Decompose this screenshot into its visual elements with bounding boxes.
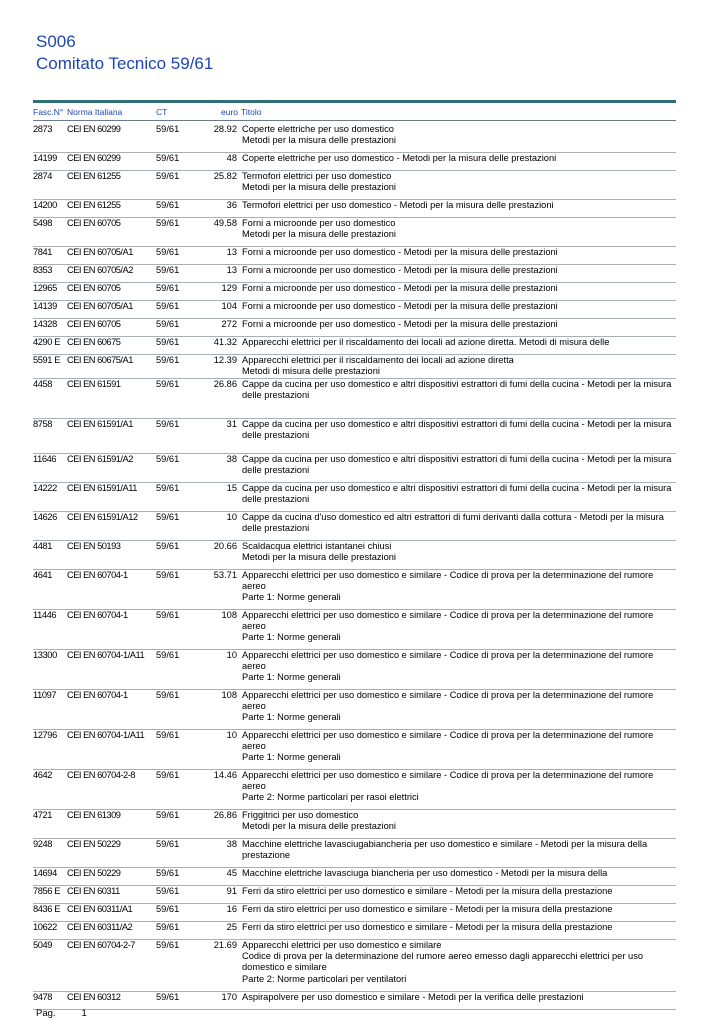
fasc-cell: 11446 — [33, 610, 57, 620]
ct-cell: 59/61 — [156, 570, 180, 580]
euro-cell: 10 — [226, 730, 237, 740]
ct-cell: 59/61 — [156, 355, 180, 365]
table-row — [33, 940, 676, 992]
norma-cell: CEI EN 60704-1 — [67, 610, 128, 620]
norma-cell: CEI EN 60704-2-7 — [67, 940, 135, 950]
page-number: 1 — [81, 1008, 87, 1019]
page-label: Pag. — [36, 1008, 56, 1019]
fasc-cell: 10622 — [33, 922, 57, 932]
euro-cell: 36 — [226, 200, 237, 210]
euro-cell: 28.92 — [213, 124, 237, 134]
fasc-cell: 4290 E — [33, 337, 61, 347]
title-cell — [242, 610, 676, 644]
title-line: Parte 1: Norme generali — [242, 752, 341, 763]
table-row — [33, 247, 676, 265]
ct-cell: 59/61 — [156, 810, 180, 820]
fasc-cell: 8353 — [33, 265, 53, 275]
table-row — [33, 200, 676, 218]
norma-cell: CEI EN 60311 — [67, 886, 120, 896]
norma-cell: CEI EN 60675/A1 — [67, 355, 133, 365]
committee-title: Comitato Tecnico 59/61 — [36, 54, 214, 73]
norma-cell: CEI EN 60705/A1 — [67, 301, 133, 311]
title-line: Cappe da cucina per uso domestico e altri dispositivi estrattori di fumi della cucina - Metodi per la misura delle prestazioni — [242, 419, 672, 441]
ct-cell: 59/61 — [156, 379, 180, 389]
euro-cell: 26.86 — [213, 810, 237, 820]
title-line: Parte 1: Norme generali — [242, 712, 341, 723]
fasc-cell: 8758 — [33, 419, 53, 429]
title-line: Parte 2: Norme particolari per ventilatori — [242, 973, 407, 984]
euro-cell: 20.66 — [213, 541, 237, 551]
norma-cell: CEI EN 50229 — [67, 839, 121, 849]
title-cell — [242, 886, 676, 897]
ct-cell: 59/61 — [156, 337, 180, 347]
ct-cell: 59/61 — [156, 730, 180, 740]
fasc-cell: 4721 — [33, 810, 53, 820]
ct-cell: 59/61 — [156, 171, 180, 181]
norma-cell: CEI EN 60704-1 — [67, 690, 128, 700]
table-row — [33, 483, 676, 512]
title-cell — [242, 770, 676, 804]
title-line: Aspirapolvere per uso domestico e similare - Metodi per la verifica delle prestazioni — [242, 992, 584, 1002]
norma-cell: CEI EN 60704-1 — [67, 570, 128, 580]
table-row — [33, 541, 676, 570]
col-titolo: Titolo — [241, 107, 262, 117]
euro-cell: 25 — [226, 922, 237, 932]
title-line: Parte 1: Norme generali — [242, 592, 341, 603]
title-line: Apparecchi elettrici per uso domestico e similare - Codice di prova per la determinazione del rumore aereo — [242, 650, 654, 672]
norma-cell: CEI EN 60675 — [67, 337, 121, 347]
fasc-cell: 14694 — [33, 868, 57, 878]
title-line: Macchine elettriche lavasciugabiancheria per uso domestico e similare - Metodi per la misura della prestazione — [242, 839, 648, 861]
table-row — [33, 319, 676, 337]
fasc-cell: 11097 — [33, 690, 57, 700]
norma-cell: CEI EN 60705 — [67, 319, 121, 329]
title-line: Macchine elettriche lavasciuga biancheria per uso domestico - Metodi per la misura della — [242, 868, 608, 878]
table-row — [33, 124, 676, 153]
title-line: Cappe da cucina per uso domestico e altri dispositivi estrattori di fumi della cucina - Metodi per la misura delle prestazioni — [242, 379, 672, 401]
euro-cell: 45 — [226, 868, 237, 878]
title-line: Apparecchi elettrici per uso domestico e similare - Codice di prova per la determinazione del rumore aereo — [242, 570, 654, 592]
euro-cell: 38 — [226, 454, 237, 464]
table-row — [33, 886, 676, 904]
title-cell — [242, 454, 676, 476]
fasc-cell: 4642 — [33, 770, 53, 780]
euro-cell: 10 — [226, 650, 237, 660]
norma-cell: CEI EN 60704-2-8 — [67, 770, 135, 780]
title-line: Codice di prova per la determinazione del rumore aereo emesso dagli apparecchi elettrici per uso domestico e similare — [242, 951, 644, 973]
title-line: Metodi per la misura delle prestazioni — [242, 182, 396, 193]
title-cell — [242, 690, 676, 724]
table-row — [33, 153, 676, 171]
title-cell — [242, 730, 676, 764]
euro-cell: 104 — [221, 301, 237, 311]
col-norma: Norma Italiana — [67, 107, 123, 117]
table-row — [33, 690, 676, 730]
table-row — [33, 419, 676, 454]
norma-cell: CEI EN 61255 — [67, 200, 121, 210]
norma-cell: CEI EN 60311/A1 — [67, 904, 133, 914]
fasc-cell: 14200 — [33, 200, 57, 210]
col-ct: CT — [156, 107, 168, 117]
title-cell — [242, 283, 676, 294]
ct-cell: 59/61 — [156, 904, 180, 914]
fasc-cell: 13300 — [33, 650, 57, 660]
table-row — [33, 770, 676, 810]
title-line: Termofori elettrici per uso domestico — [242, 171, 392, 181]
ct-cell: 59/61 — [156, 650, 180, 660]
norma-cell: CEI EN 61591 — [67, 379, 121, 389]
table-row — [33, 454, 676, 483]
title-line: Apparecchi elettrici per uso domestico e similare - Codice di prova per la determinazione del rumore aereo — [242, 730, 654, 752]
title-cell — [242, 200, 676, 211]
fasc-cell: 14626 — [33, 512, 57, 522]
euro-cell: 108 — [221, 610, 237, 620]
euro-cell: 15 — [226, 483, 237, 493]
title-line: Ferri da stiro elettrici per uso domestico e similare - Metodi per la misura della prestazione — [242, 886, 613, 896]
column-rule — [33, 120, 676, 121]
norma-cell: CEI EN 50229 — [67, 868, 121, 878]
title-cell — [242, 337, 676, 348]
euro-cell: 12.39 — [213, 355, 237, 365]
title-line: Cappe da cucina per uso domestico e altri dispositivi estrattori di fumi della cucina - Metodi per la misura delle prestazioni — [242, 454, 672, 476]
table-row — [33, 904, 676, 922]
fasc-cell: 5049 — [33, 940, 53, 950]
standards-table — [33, 124, 676, 1010]
title-cell — [242, 265, 676, 276]
title-cell — [242, 922, 676, 933]
ct-cell: 59/61 — [156, 454, 180, 464]
title-cell — [242, 124, 676, 146]
title-line: Scaldacqua elettrici istantanei chiusi — [242, 541, 392, 551]
title-line: Apparecchi elettrici per uso domestico e similare - Codice di prova per la determinazione del rumore aereo — [242, 690, 654, 712]
title-line: Forni a microonde per uso domestico - Metodi per la misura delle prestazioni — [242, 301, 558, 311]
ct-cell: 59/61 — [156, 940, 180, 950]
title-line: Parte 1: Norme generali — [242, 632, 341, 643]
title-line: Friggitrici per uso domestico — [242, 810, 359, 820]
ct-cell: 59/61 — [156, 153, 180, 163]
norma-cell: CEI EN 60705/A2 — [67, 265, 133, 275]
fasc-cell: 14139 — [33, 301, 57, 311]
title-line: Forni a microonde per uso domestico - Metodi per la misura delle prestazioni — [242, 283, 558, 293]
title-cell — [242, 301, 676, 312]
fasc-cell: 2874 — [33, 171, 53, 181]
ct-cell: 59/61 — [156, 512, 180, 522]
title-cell — [242, 419, 676, 441]
norma-cell: CEI EN 50193 — [67, 541, 121, 551]
norma-cell: CEI EN 60704-1/A11 — [67, 730, 145, 740]
euro-cell: 14.46 — [213, 770, 237, 780]
title-line: Forni a microonde per uso domestico - Metodi per la misura delle prestazioni — [242, 265, 558, 275]
title-line: Coperte elettriche per uso domestico — [242, 124, 394, 134]
title-cell — [242, 570, 676, 604]
table-row — [33, 337, 676, 355]
title-line: Apparecchi elettrici per il riscaldamento dei locali ad azione diretta. Metodi di misura delle — [242, 337, 610, 347]
col-euro: euro — [221, 107, 239, 117]
title-cell — [242, 940, 676, 985]
norma-cell: CEI EN 61591/A11 — [67, 483, 137, 493]
norma-cell: CEI EN 61591/A2 — [67, 454, 133, 464]
title-cell — [242, 319, 676, 330]
ct-cell: 59/61 — [156, 839, 180, 849]
title-cell — [242, 379, 676, 401]
fasc-cell: 12965 — [33, 283, 57, 293]
fasc-cell: 11646 — [33, 454, 57, 464]
table-row — [33, 301, 676, 319]
title-line: Metodi per la misura delle prestazioni — [242, 552, 396, 563]
ct-cell: 59/61 — [156, 265, 180, 275]
title-cell — [242, 810, 676, 832]
column-headers — [33, 107, 676, 119]
fasc-cell: 14199 — [33, 153, 57, 163]
table-row — [33, 265, 676, 283]
fasc-cell: 8436 E — [33, 904, 61, 914]
euro-cell: 21.69 — [213, 940, 237, 950]
title-cell — [242, 483, 676, 505]
ct-cell: 59/61 — [156, 419, 180, 429]
table-row — [33, 218, 676, 247]
title-cell — [242, 868, 676, 879]
table-row — [33, 868, 676, 886]
table-row — [33, 171, 676, 200]
col-fasc: Fasc.N° — [33, 107, 64, 117]
norma-cell: CEI EN 61591/A1 — [67, 419, 133, 429]
table-row — [33, 992, 676, 1010]
fasc-cell: 7856 E — [33, 886, 61, 896]
fasc-cell: 9248 — [33, 839, 53, 849]
norma-cell: CEI EN 61309 — [67, 810, 121, 820]
title-cell — [242, 839, 676, 861]
euro-cell: 38 — [226, 839, 237, 849]
title-cell — [242, 904, 676, 915]
ct-cell: 59/61 — [156, 247, 180, 257]
table-row — [33, 610, 676, 650]
table-row — [33, 379, 676, 419]
euro-cell: 41.32 — [213, 337, 237, 347]
table-row — [33, 810, 676, 839]
euro-cell: 49.58 — [213, 218, 237, 228]
ct-cell: 59/61 — [156, 124, 180, 134]
title-cell — [242, 541, 676, 563]
ct-cell: 59/61 — [156, 992, 180, 1002]
title-line: Metodi per la misura delle prestazioni — [242, 135, 396, 146]
euro-cell: 272 — [221, 319, 237, 329]
title-line: Metodi per la misura delle prestazioni — [242, 821, 396, 832]
title-cell — [242, 512, 676, 534]
norma-cell: CEI EN 60705 — [67, 283, 121, 293]
table-row — [33, 355, 676, 379]
ct-cell: 59/61 — [156, 886, 180, 896]
euro-cell: 108 — [221, 690, 237, 700]
euro-cell: 26.86 — [213, 379, 237, 389]
fasc-cell: 5498 — [33, 218, 53, 228]
table-row — [33, 922, 676, 940]
fasc-cell: 7841 — [33, 247, 53, 257]
fasc-cell: 4481 — [33, 541, 53, 551]
norma-cell: CEI EN 60311/A2 — [67, 922, 133, 932]
euro-cell: 91 — [226, 886, 237, 896]
title-line: Apparecchi elettrici per uso domestico e similare - Codice di prova per la determinazione del rumore aereo — [242, 610, 654, 632]
table-row — [33, 570, 676, 610]
title-cell — [242, 650, 676, 684]
ct-cell: 59/61 — [156, 483, 180, 493]
ct-cell: 59/61 — [156, 319, 180, 329]
document-header — [36, 32, 213, 74]
euro-cell: 13 — [226, 247, 237, 257]
norma-cell: CEI EN 60312 — [67, 992, 121, 1002]
fasc-cell: 14328 — [33, 319, 57, 329]
title-line: Parte 2: Norme particolari per rasoi elettrici — [242, 792, 419, 803]
title-line: Parte 1: Norme generali — [242, 672, 341, 683]
title-line: Ferri da stiro elettrici per uso domestico e similare - Metodi per la misura della prestazione — [242, 904, 613, 914]
table-row — [33, 839, 676, 868]
title-cell — [242, 992, 676, 1003]
title-line: Metodi per la misura delle prestazioni — [242, 229, 396, 240]
euro-cell: 31 — [226, 419, 237, 429]
euro-cell: 53.71 — [213, 570, 237, 580]
norma-cell: CEI EN 60299 — [67, 153, 121, 163]
title-line: Cappe da cucina d'uso domestico ed altri estrattori di fumi derivanti dalla cottura - Metodi per la misura delle prestazioni — [242, 512, 664, 534]
euro-cell: 129 — [221, 283, 237, 293]
title-line: Metodi di misura delle prestazioni — [242, 366, 380, 377]
euro-cell: 170 — [221, 992, 237, 1002]
fasc-cell: 12796 — [33, 730, 57, 740]
euro-cell: 16 — [226, 904, 237, 914]
title-line: Apparecchi elettrici per il riscaldamento dei locali ad azione diretta — [242, 355, 514, 365]
title-line: Termofori elettrici per uso domestico - Metodi per la misura delle prestazioni — [242, 200, 554, 210]
ct-cell: 59/61 — [156, 301, 180, 311]
title-line: Ferri da stiro elettrici per uso domestico e similare - Metodi per la misura della prestazione — [242, 922, 613, 932]
fasc-cell: 9478 — [33, 992, 53, 1002]
title-line: Apparecchi elettrici per uso domestico e similare - Codice di prova per la determinazione del rumore aereo — [242, 770, 654, 792]
ct-cell: 59/61 — [156, 610, 180, 620]
title-cell — [242, 355, 676, 377]
ct-cell: 59/61 — [156, 200, 180, 210]
fasc-cell: 4641 — [33, 570, 53, 580]
norma-cell: CEI EN 61591/A12 — [67, 512, 138, 522]
title-line: Cappe da cucina per uso domestico e altri dispositivi estrattori di fumi della cucina - Metodi per la misura delle prestazioni — [242, 483, 672, 505]
ct-cell: 59/61 — [156, 283, 180, 293]
title-cell — [242, 218, 676, 240]
table-row — [33, 283, 676, 301]
title-line: Forni a microonde per uso domestico - Metodi per la misura delle prestazioni — [242, 319, 558, 329]
ct-cell: 59/61 — [156, 690, 180, 700]
norma-cell: CEI EN 61255 — [67, 171, 121, 181]
ct-cell: 59/61 — [156, 770, 180, 780]
title-line: Forni a microonde per uso domestico - Metodi per la misura delle prestazioni — [242, 247, 558, 257]
title-line: Coperte elettriche per uso domestico - Metodi per la misura delle prestazioni — [242, 153, 557, 163]
title-line: Forni a microonde per uso domestico — [242, 218, 396, 228]
ct-cell: 59/61 — [156, 218, 180, 228]
page-footer — [36, 1008, 113, 1019]
table-row — [33, 650, 676, 690]
fasc-cell: 4458 — [33, 379, 53, 389]
ct-cell: 59/61 — [156, 541, 180, 551]
euro-cell: 13 — [226, 265, 237, 275]
norma-cell: CEI EN 60705 — [67, 218, 121, 228]
header-rule — [33, 100, 676, 103]
fasc-cell: 2873 — [33, 124, 53, 134]
table-row — [33, 512, 676, 541]
title-cell — [242, 153, 676, 164]
norma-cell: CEI EN 60299 — [67, 124, 121, 134]
ct-cell: 59/61 — [156, 868, 180, 878]
fasc-cell: 5591 E — [33, 355, 61, 365]
euro-cell: 25.82 — [213, 171, 237, 181]
euro-cell: 48 — [226, 153, 237, 163]
ct-cell: 59/61 — [156, 922, 180, 932]
euro-cell: 10 — [226, 512, 237, 522]
norma-cell: CEI EN 60705/A1 — [67, 247, 133, 257]
table-row — [33, 730, 676, 770]
title-cell — [242, 247, 676, 258]
title-cell — [242, 171, 676, 193]
fasc-cell: 14222 — [33, 483, 57, 493]
norma-cell: CEI EN 60704-1/A11 — [67, 650, 145, 660]
title-line: Apparecchi elettrici per uso domestico e similare — [242, 940, 442, 950]
catalog-code: S006 — [36, 32, 76, 51]
